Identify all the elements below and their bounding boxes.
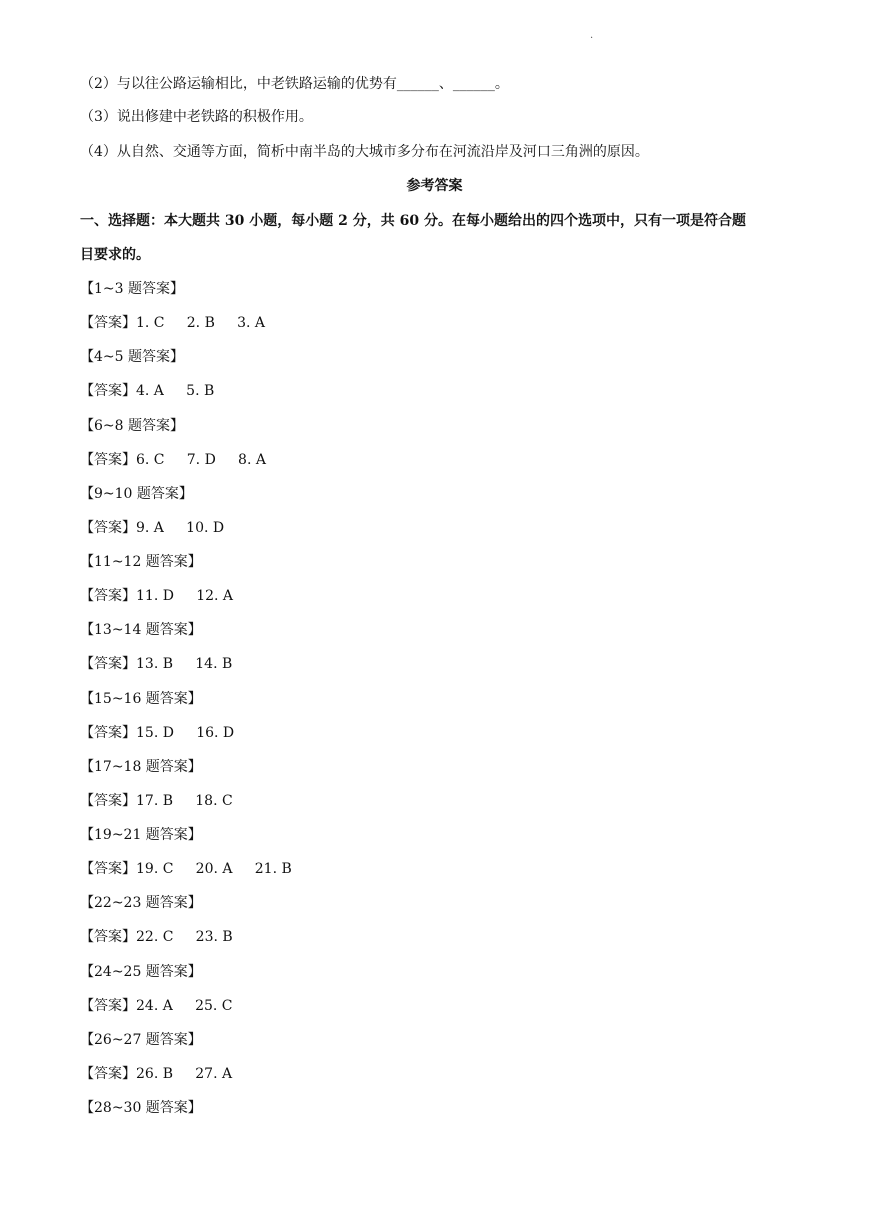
group-answer: 【答案】1. C 2. B 3. A xyxy=(80,315,266,331)
group-heading: 【24~25 题答案】 xyxy=(80,964,202,980)
group-heading: 【22~23 题答案】 xyxy=(80,895,202,911)
section-heading-line2: 目要求的。 xyxy=(80,247,150,263)
group-heading: 【26~27 题答案】 xyxy=(80,1032,202,1048)
group-answer: 【答案】26. B 27. A xyxy=(80,1066,233,1082)
group-answer: 【答案】19. C 20. A 21. B xyxy=(80,861,292,877)
group-answer: 【答案】22. C 23. B xyxy=(80,929,233,945)
question-3: （3）说出修建中老铁路的积极作用。 xyxy=(80,109,313,125)
group-answer: 【答案】6. C 7. D 8. A xyxy=(80,452,266,468)
group-answer: 【答案】11. D 12. A xyxy=(80,588,234,604)
group-heading: 【15~16 题答案】 xyxy=(80,691,202,707)
header-mark: . xyxy=(590,30,594,41)
group-answer: 【答案】17. B 18. C xyxy=(80,793,233,809)
group-heading: 【17~18 题答案】 xyxy=(80,759,202,775)
group-heading: 【19~21 题答案】 xyxy=(80,827,202,843)
group-heading: 【11~12 题答案】 xyxy=(80,554,202,570)
group-answer: 【答案】4. A 5. B xyxy=(80,383,215,399)
group-heading: 【1~3 题答案】 xyxy=(80,281,184,297)
group-answer: 【答案】15. D 16. D xyxy=(80,725,235,741)
group-heading: 【6~8 题答案】 xyxy=(80,418,184,434)
answer-title: 参考答案 xyxy=(406,178,463,194)
group-answer: 【答案】13. B 14. B xyxy=(80,656,233,672)
group-heading: 【28~30 题答案】 xyxy=(80,1100,202,1116)
group-answer: 【答案】24. A 25. C xyxy=(80,998,233,1014)
group-answer: 【答案】9. A 10. D xyxy=(80,520,225,536)
section-heading-line1: 一、选择题：本大题共 30 小题，每小题 2 分，共 60 分。在每小题给出的四个选项中，只有一项是符合题 xyxy=(80,213,746,229)
group-heading: 【13~14 题答案】 xyxy=(80,622,202,638)
question-4: （4）从自然、交通等方面，简析中南半岛的大城市多分布在河流沿岸及河口三角洲的原因。 xyxy=(80,144,649,160)
group-heading: 【4~5 题答案】 xyxy=(80,349,184,365)
group-heading: 【9~10 题答案】 xyxy=(80,486,193,502)
question-2: （2）与以往公路运输相比，中老铁路运输的优势有______、______。 xyxy=(80,76,509,92)
